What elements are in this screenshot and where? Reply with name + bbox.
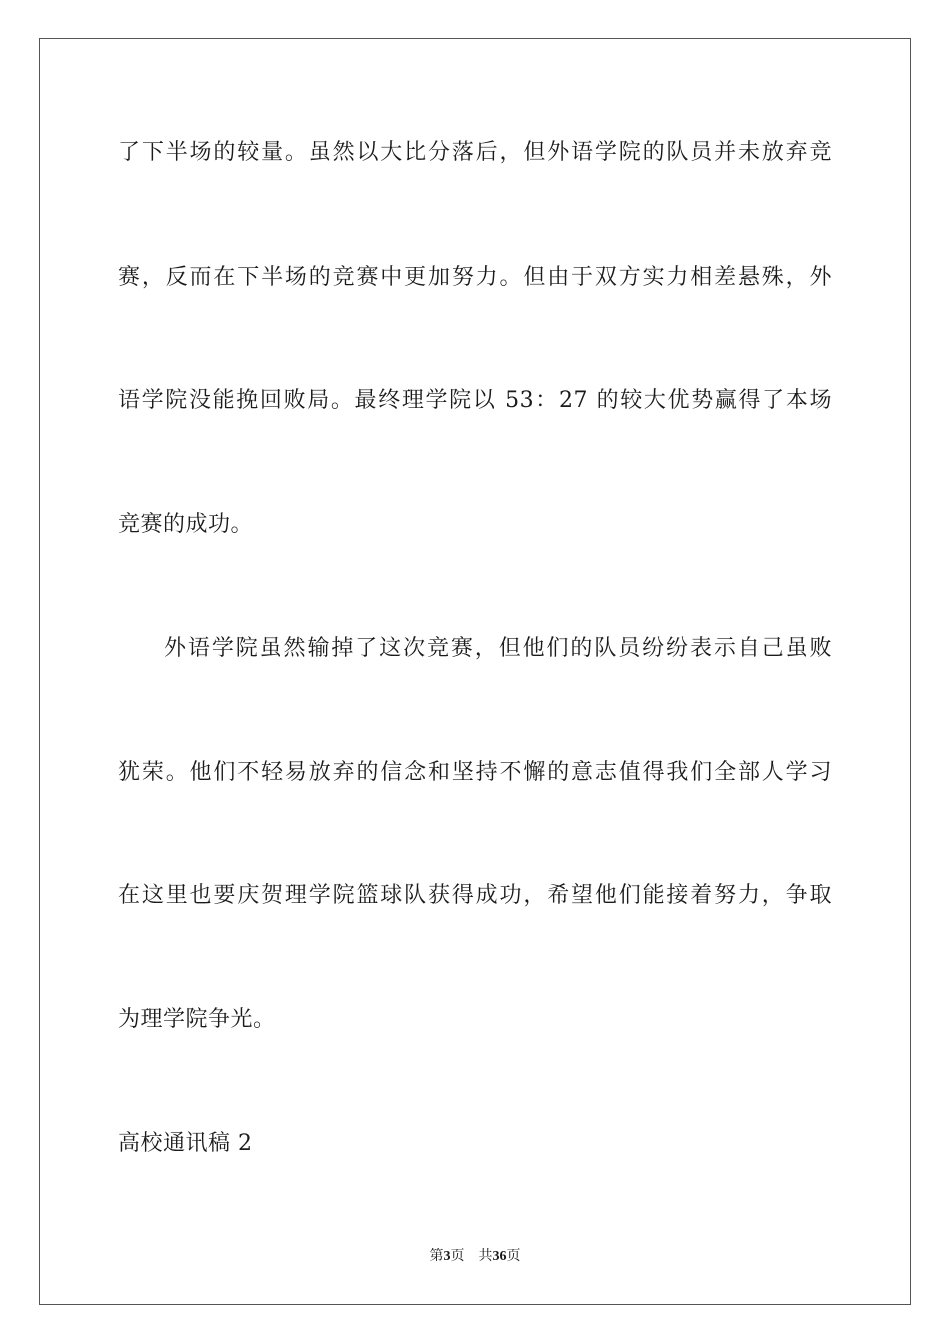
section-heading: 高校通讯稿 2 xyxy=(118,1131,253,1156)
paragraph-line-1: 了下半场的较量。虽然以大比分落后，但外语学院的队员并未放弃竞 xyxy=(118,140,832,165)
footer-page-suffix: 页 xyxy=(450,1249,465,1264)
paragraph-line-4: 竞赛的成功。 xyxy=(118,512,254,537)
footer-total-pages: 36 xyxy=(492,1249,507,1264)
footer-page-prefix: 第 xyxy=(429,1249,444,1264)
paragraph-line-3: 语学院没能挽回败局。最终理学院以 53：27 的较大优势赢得了本场 xyxy=(118,388,832,413)
paragraph-line-7: 在这里也要庆贺理学院篮球队获得成功，希望他们能接着努力，争取 xyxy=(118,883,832,908)
page-footer xyxy=(0,1247,950,1267)
page-border xyxy=(39,38,911,1305)
footer-total-suffix: 页 xyxy=(506,1249,521,1264)
footer-total-prefix: 共 xyxy=(478,1249,493,1264)
paragraph-line-2: 赛，反而在下半场的竞赛中更加努力。但由于双方实力相差悬殊，外 xyxy=(118,265,832,290)
paragraph-line-8: 为理学院争光。 xyxy=(118,1007,276,1032)
footer-page-number: 3 xyxy=(443,1249,451,1264)
paragraph-line-6: 犹荣。他们不轻易放弃的信念和坚持不懈的意志值得我们全部人学习 xyxy=(118,760,832,785)
paragraph-line-5: 外语学院虽然输掉了这次竞赛，但他们的队员纷纷表示自己虽败 xyxy=(164,636,832,661)
